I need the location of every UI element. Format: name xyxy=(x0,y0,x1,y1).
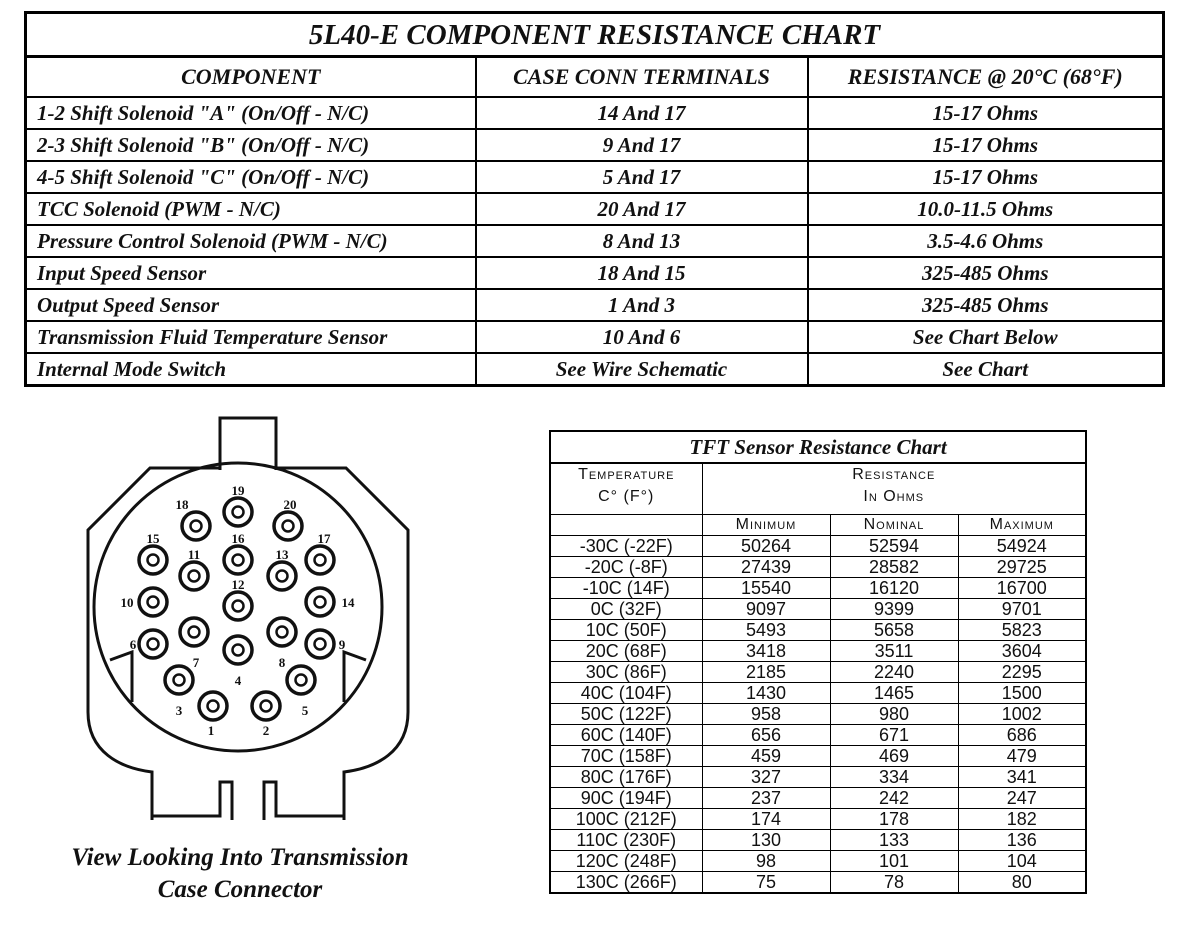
temperature-cell: 100C (212F) xyxy=(550,809,702,830)
pin-number-label: 13 xyxy=(275,547,289,562)
nominal-cell: 242 xyxy=(830,788,958,809)
table-row xyxy=(26,129,1164,161)
caption-line-1: View Looking Into Transmission xyxy=(71,844,409,871)
connector-pin xyxy=(287,666,315,718)
table-row xyxy=(550,599,1086,620)
pin-outer-ring xyxy=(274,512,302,540)
column-header-minimum: Minimum xyxy=(702,515,830,536)
pin-outer-ring xyxy=(287,666,315,694)
connector-pins xyxy=(121,483,356,738)
temperature-cell: 0C (32F) xyxy=(550,599,702,620)
pin-number-label: 1 xyxy=(207,723,215,738)
maximum-cell: 54924 xyxy=(958,536,1086,557)
maximum-cell: 479 xyxy=(958,746,1086,767)
nominal-cell: 101 xyxy=(830,851,958,872)
table-row xyxy=(550,830,1086,851)
minimum-cell: 174 xyxy=(702,809,830,830)
resistance-cell: 15-17 Ohms xyxy=(808,129,1164,161)
pin-outer-ring xyxy=(224,636,252,664)
pin-outer-ring xyxy=(182,512,210,540)
pin-number-label: 9 xyxy=(338,637,346,652)
column-header-resistance: RESISTANCE @ 20°C (68°F) xyxy=(808,57,1164,98)
minimum-cell: 130 xyxy=(702,830,830,851)
temperature-cell: -20C (-8F) xyxy=(550,557,702,578)
nominal-cell: 469 xyxy=(830,746,958,767)
table-row xyxy=(550,809,1086,830)
terminals-cell: 1 And 3 xyxy=(476,289,808,321)
resistance-header xyxy=(702,463,1086,515)
connector-pin xyxy=(306,630,346,658)
temperature-cell: 110C (230F) xyxy=(550,830,702,851)
pin-outer-ring xyxy=(306,630,334,658)
table-row xyxy=(550,641,1086,662)
connector-pin xyxy=(176,497,211,540)
temperature-header-line-1: Temperature xyxy=(578,466,675,483)
table-row xyxy=(550,536,1086,557)
connector-pin xyxy=(274,497,302,540)
terminals-cell: 9 And 17 xyxy=(476,129,808,161)
nominal-cell: 52594 xyxy=(830,536,958,557)
minimum-cell: 15540 xyxy=(702,578,830,599)
maximum-cell: 3604 xyxy=(958,641,1086,662)
terminals-cell: 18 And 15 xyxy=(476,257,808,289)
resistance-cell: 325-485 Ohms xyxy=(808,257,1164,289)
connector-pin xyxy=(306,531,334,574)
terminals-cell: 5 And 17 xyxy=(476,161,808,193)
table-row xyxy=(550,557,1086,578)
connector-pin xyxy=(224,577,252,620)
resistance-cell: 10.0-11.5 Ohms xyxy=(808,193,1164,225)
maximum-cell: 29725 xyxy=(958,557,1086,578)
table-row xyxy=(26,97,1164,129)
connector-caption xyxy=(30,842,450,906)
pin-number-label: 12 xyxy=(231,577,245,592)
pin-number-label: 7 xyxy=(192,655,200,670)
minimum-cell: 237 xyxy=(702,788,830,809)
pin-outer-ring xyxy=(268,618,296,646)
terminals-cell: 10 And 6 xyxy=(476,321,808,353)
tft-sensor-resistance-chart xyxy=(549,430,1087,894)
table-row xyxy=(550,578,1086,599)
nominal-cell: 334 xyxy=(830,767,958,788)
nominal-cell: 3511 xyxy=(830,641,958,662)
pin-number-label: 18 xyxy=(175,497,189,512)
maximum-cell: 686 xyxy=(958,725,1086,746)
temperature-cell: 40C (104F) xyxy=(550,683,702,704)
temperature-subheader-empty xyxy=(550,515,702,536)
column-header-maximum: Maximum xyxy=(958,515,1086,536)
resistance-header-line-1: Resistance xyxy=(852,466,936,483)
case-connector-diagram xyxy=(80,412,416,824)
connector-pin xyxy=(268,618,296,670)
maximum-cell: 1002 xyxy=(958,704,1086,725)
component-cell: Internal Mode Switch xyxy=(26,353,476,386)
nominal-cell: 1465 xyxy=(830,683,958,704)
table-row xyxy=(550,620,1086,641)
component-cell: 4-5 Shift Solenoid "C" (On/Off - N/C) xyxy=(26,161,476,193)
table-row xyxy=(550,851,1086,872)
maximum-cell: 182 xyxy=(958,809,1086,830)
maximum-cell: 80 xyxy=(958,872,1086,894)
resistance-cell: See Chart Below xyxy=(808,321,1164,353)
maximum-cell: 2295 xyxy=(958,662,1086,683)
table-row xyxy=(26,353,1164,386)
connector-pin xyxy=(224,531,252,574)
column-header-component: COMPONENT xyxy=(26,57,476,98)
temperature-cell: 130C (266F) xyxy=(550,872,702,894)
temperature-cell: 50C (122F) xyxy=(550,704,702,725)
resistance-cell: 325-485 Ohms xyxy=(808,289,1164,321)
maximum-cell: 16700 xyxy=(958,578,1086,599)
pin-outer-ring xyxy=(139,630,167,658)
pin-outer-ring xyxy=(306,546,334,574)
table-row xyxy=(26,321,1164,353)
pin-number-label: 20 xyxy=(283,497,297,512)
tft-chart-title: TFT Sensor Resistance Chart xyxy=(550,431,1086,463)
temperature-cell: 60C (140F) xyxy=(550,725,702,746)
maximum-cell: 1500 xyxy=(958,683,1086,704)
pin-number-label: 15 xyxy=(146,531,160,546)
connector-pin xyxy=(252,692,280,738)
pin-number-label: 16 xyxy=(231,531,245,546)
table-row xyxy=(26,225,1164,257)
pin-number-label: 2 xyxy=(262,723,270,738)
temperature-cell: 10C (50F) xyxy=(550,620,702,641)
pin-outer-ring xyxy=(139,588,167,616)
connector-pin xyxy=(306,588,355,616)
pin-number-label: 5 xyxy=(301,703,309,718)
terminals-cell: 14 And 17 xyxy=(476,97,808,129)
pin-number-label: 10 xyxy=(120,595,134,610)
connector-pin xyxy=(268,547,296,590)
maximum-cell: 341 xyxy=(958,767,1086,788)
pin-outer-ring xyxy=(268,562,296,590)
table-row xyxy=(550,746,1086,767)
table-row xyxy=(550,788,1086,809)
minimum-cell: 75 xyxy=(702,872,830,894)
connector-pin xyxy=(121,588,168,616)
connector-bottom-key-left xyxy=(152,782,232,820)
pin-number-label: 4 xyxy=(234,673,242,688)
minimum-cell: 50264 xyxy=(702,536,830,557)
nominal-cell: 980 xyxy=(830,704,958,725)
connector-pin xyxy=(224,483,252,526)
nominal-cell: 16120 xyxy=(830,578,958,599)
temperature-cell: 30C (86F) xyxy=(550,662,702,683)
nominal-cell: 133 xyxy=(830,830,958,851)
pin-number-label: 17 xyxy=(317,531,331,546)
table-row xyxy=(550,725,1086,746)
nominal-cell: 5658 xyxy=(830,620,958,641)
temperature-header-line-2: C° (F°) xyxy=(598,488,655,505)
component-resistance-chart xyxy=(24,11,1165,387)
nominal-cell: 2240 xyxy=(830,662,958,683)
terminals-cell: See Wire Schematic xyxy=(476,353,808,386)
column-header-nominal: Nominal xyxy=(830,515,958,536)
connector-pin xyxy=(224,636,252,688)
temperature-header xyxy=(550,463,702,515)
pin-number-label: 6 xyxy=(129,637,137,652)
connector-pin xyxy=(199,692,227,738)
minimum-cell: 27439 xyxy=(702,557,830,578)
minimum-cell: 958 xyxy=(702,704,830,725)
chart-title: 5L40-E COMPONENT RESISTANCE CHART xyxy=(26,13,1164,57)
pin-number-label: 11 xyxy=(187,547,201,562)
connector-pin xyxy=(180,547,208,590)
component-cell: 2-3 Shift Solenoid "B" (On/Off - N/C) xyxy=(26,129,476,161)
pin-outer-ring xyxy=(165,666,193,694)
maximum-cell: 104 xyxy=(958,851,1086,872)
table-row xyxy=(26,289,1164,321)
nominal-cell: 78 xyxy=(830,872,958,894)
connector-pin xyxy=(165,666,193,718)
minimum-cell: 3418 xyxy=(702,641,830,662)
minimum-cell: 459 xyxy=(702,746,830,767)
table-row xyxy=(550,872,1086,894)
component-cell: TCC Solenoid (PWM - N/C) xyxy=(26,193,476,225)
temperature-cell: -10C (14F) xyxy=(550,578,702,599)
component-cell: Output Speed Sensor xyxy=(26,289,476,321)
minimum-cell: 2185 xyxy=(702,662,830,683)
pin-number-label: 8 xyxy=(278,655,286,670)
table-row xyxy=(550,662,1086,683)
connector-bottom-key-right xyxy=(264,782,344,820)
nominal-cell: 9399 xyxy=(830,599,958,620)
column-header-terminals: CASE CONN TERMINALS xyxy=(476,57,808,98)
caption-line-2: Case Connector xyxy=(157,876,323,903)
nominal-cell: 178 xyxy=(830,809,958,830)
maximum-cell: 136 xyxy=(958,830,1086,851)
connector-pin xyxy=(130,630,167,658)
maximum-cell: 5823 xyxy=(958,620,1086,641)
component-cell: Pressure Control Solenoid (PWM - N/C) xyxy=(26,225,476,257)
pin-outer-ring xyxy=(199,692,227,720)
pin-outer-ring xyxy=(224,498,252,526)
pin-number-label: 14 xyxy=(341,595,355,610)
pin-number-label: 19 xyxy=(231,483,245,498)
minimum-cell: 98 xyxy=(702,851,830,872)
resistance-header-line-2: In Ohms xyxy=(863,488,925,505)
pin-outer-ring xyxy=(224,546,252,574)
temperature-cell: 90C (194F) xyxy=(550,788,702,809)
resistance-cell: 3.5-4.6 Ohms xyxy=(808,225,1164,257)
connector-pin xyxy=(180,618,208,670)
header-row xyxy=(26,57,1164,98)
temperature-cell: -30C (-22F) xyxy=(550,536,702,557)
component-cell: Input Speed Sensor xyxy=(26,257,476,289)
table-row xyxy=(26,193,1164,225)
temperature-cell: 70C (158F) xyxy=(550,746,702,767)
pin-outer-ring xyxy=(180,562,208,590)
minimum-cell: 5493 xyxy=(702,620,830,641)
table-row xyxy=(550,767,1086,788)
minimum-cell: 656 xyxy=(702,725,830,746)
minimum-cell: 1430 xyxy=(702,683,830,704)
connector-pin xyxy=(139,531,167,574)
maximum-cell: 247 xyxy=(958,788,1086,809)
pin-outer-ring xyxy=(180,618,208,646)
temperature-cell: 20C (68F) xyxy=(550,641,702,662)
maximum-cell: 9701 xyxy=(958,599,1086,620)
nominal-cell: 671 xyxy=(830,725,958,746)
resistance-cell: 15-17 Ohms xyxy=(808,161,1164,193)
temperature-cell: 80C (176F) xyxy=(550,767,702,788)
pin-outer-ring xyxy=(306,588,334,616)
table-row xyxy=(26,161,1164,193)
component-cell: 1-2 Shift Solenoid "A" (On/Off - N/C) xyxy=(26,97,476,129)
pin-outer-ring xyxy=(224,592,252,620)
table-row xyxy=(26,257,1164,289)
table-row xyxy=(550,704,1086,725)
table-row xyxy=(550,683,1086,704)
resistance-cell: See Chart xyxy=(808,353,1164,386)
terminals-cell: 20 And 17 xyxy=(476,193,808,225)
minimum-cell: 327 xyxy=(702,767,830,788)
nominal-cell: 28582 xyxy=(830,557,958,578)
component-cell: Transmission Fluid Temperature Sensor xyxy=(26,321,476,353)
pin-number-label: 3 xyxy=(175,703,183,718)
resistance-cell: 15-17 Ohms xyxy=(808,97,1164,129)
pin-outer-ring xyxy=(252,692,280,720)
minimum-cell: 9097 xyxy=(702,599,830,620)
pin-outer-ring xyxy=(139,546,167,574)
temperature-cell: 120C (248F) xyxy=(550,851,702,872)
terminals-cell: 8 And 13 xyxy=(476,225,808,257)
